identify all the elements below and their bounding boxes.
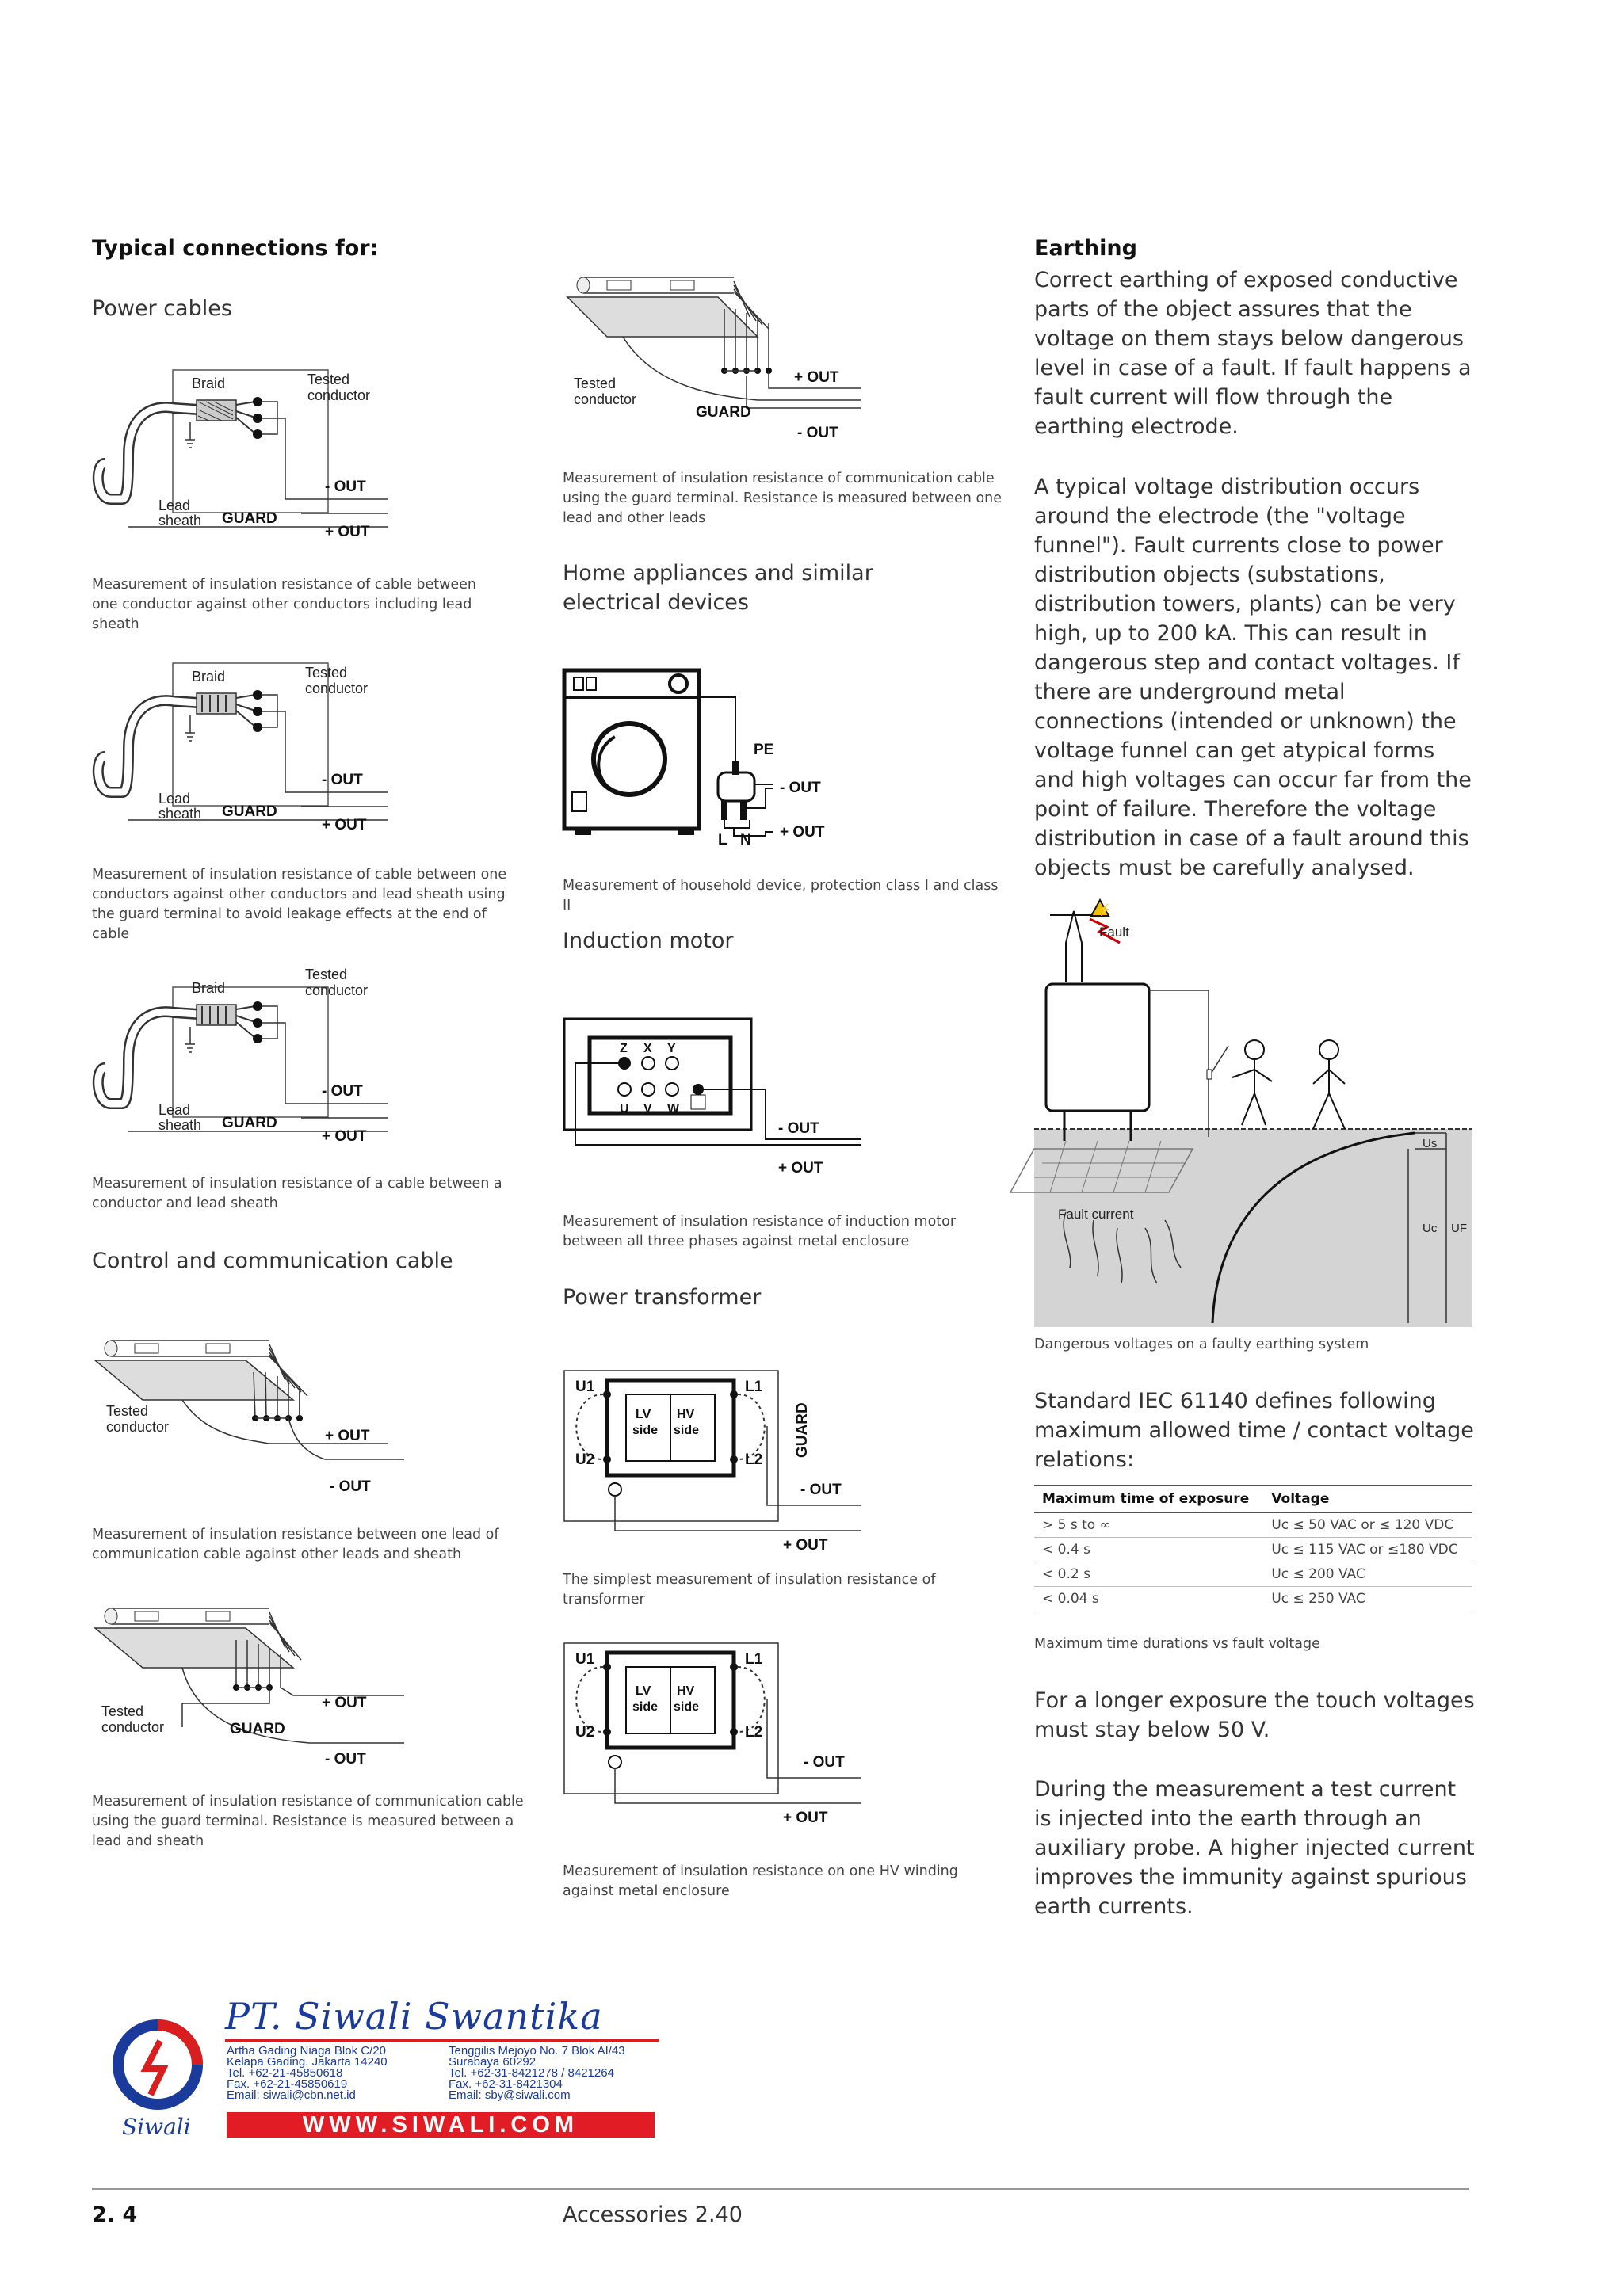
address-line: Email: siwali@cbn.net.id — [227, 2088, 356, 2102]
comm-cable-diagram-2 — [87, 1592, 404, 1783]
plus-out-label: + OUT — [780, 824, 825, 841]
caption-comm-3: Measurement of insulation resistance of communication cable using the guard terminal. Resistance is measured between one lead and other leads — [563, 471, 1002, 526]
caption-motor: Measurement of insulation resistance of induction motor between all three phases against metal enclosure — [563, 1214, 957, 1249]
plus-out-label: + OUT — [322, 1695, 367, 1711]
plus-out-label: + OUT — [325, 524, 370, 540]
earthing-illustration — [1034, 879, 1472, 1327]
company-name: PT. Siwali Swantika — [225, 1995, 603, 2038]
table-cell: Uc ≤ 250 VAC — [1263, 1587, 1472, 1611]
caption-earthing: Dangerous voltages on a faulty earthing system — [1034, 1337, 1369, 1352]
minus-out-label: - OUT — [800, 1482, 842, 1498]
comm-cable-diagram-3 — [559, 261, 861, 444]
tested-label: Tested — [106, 1403, 149, 1419]
minus-out-label: - OUT — [322, 772, 363, 788]
tested-label: Tested — [307, 372, 350, 387]
hv-label: HV — [677, 1684, 695, 1698]
guard-label: GUARD — [222, 803, 277, 820]
siwali-logo-icon — [98, 2001, 217, 2140]
table-header: Maximum time of exposure — [1034, 1486, 1263, 1512]
table-header-row — [1034, 1486, 1472, 1512]
motor-u-label: U — [620, 1102, 629, 1116]
comm-cable-diagram-1 — [87, 1325, 404, 1507]
address-left — [227, 2046, 388, 2101]
u2-label: U2 — [575, 1451, 595, 1468]
address-line: Kelapa Gading, Jakarta 14240 — [227, 2055, 388, 2069]
earthing-heading: Earthing — [1034, 236, 1137, 261]
cable-diagram-2 — [87, 654, 388, 836]
iec-paragraph: Standard IEC 61140 defines following maximum allowed time / contact voltage relations: — [1034, 1389, 1474, 1472]
caption-household: Measurement of household device, protection class I and class II — [563, 878, 999, 913]
lead-label: Lead — [158, 498, 191, 513]
u2-label: U2 — [575, 1724, 595, 1741]
touch-voltage-paragraph: For a longer exposure the touch voltages must stay below 50 V. — [1034, 1688, 1475, 1742]
address-line: Fax. +62-31-8421304 — [449, 2077, 563, 2091]
side-label-hv: side — [674, 1424, 700, 1437]
plus-out-label: + OUT — [322, 817, 367, 833]
cable-diagram-3 — [87, 965, 388, 1147]
braid-label: Braid — [192, 376, 226, 391]
minus-out-label: - OUT — [797, 425, 838, 441]
sheath-label: sheath — [158, 1117, 202, 1133]
l1-label: L1 — [745, 1379, 763, 1395]
address-line: Tel. +62-31-8421278 / 8421264 — [449, 2066, 614, 2080]
table-row — [1034, 1562, 1472, 1587]
transformer-diagram-2 — [559, 1635, 861, 1833]
conductor-label: conductor — [574, 391, 637, 407]
company-stamp — [98, 1995, 658, 2142]
minus-out-label: - OUT — [804, 1754, 845, 1771]
address-line: Artha Gading Niaga Blok C/20 — [227, 2044, 386, 2058]
motor-z-label: Z — [620, 1042, 628, 1055]
table-row — [1034, 1512, 1472, 1538]
n-label: N — [740, 832, 751, 849]
minus-out-label: - OUT — [778, 1120, 819, 1137]
side-label-lv: side — [632, 1700, 659, 1714]
conductor-label: conductor — [307, 387, 371, 403]
table-row — [1034, 1538, 1472, 1562]
conductor-label: conductor — [305, 982, 369, 998]
us-label: Us — [1423, 1137, 1438, 1150]
u1-label: U1 — [575, 1379, 595, 1395]
tested-label: Tested — [305, 665, 348, 681]
home-appliances-heading: Home appliances and similar electrical devices — [563, 561, 873, 615]
plus-out-label: + OUT — [794, 369, 839, 386]
minus-out-label: - OUT — [322, 1083, 363, 1100]
website-banner[interactable]: WWW.SIWALI.COM — [227, 2112, 655, 2138]
motor-x-label: X — [643, 1042, 652, 1055]
caption-cable-2: Measurement of insulation resistance of cable between one conductors against other conductors and lead sheath using the guard terminal to avoid leakage effects at the end of cable — [92, 867, 507, 942]
page-number: 2. 4 — [92, 2203, 138, 2227]
pe-label: PE — [754, 742, 774, 758]
table-cell: Uc ≤ 115 VAC or ≤180 VDC — [1263, 1538, 1472, 1562]
fault-label: Fault — [1099, 925, 1129, 940]
l2-label: L2 — [745, 1451, 763, 1468]
address-line: Tenggilis Mejoyo No. 7 Blok AI/43 — [449, 2044, 625, 2058]
sheath-label: sheath — [158, 513, 202, 528]
power-cables-heading: Power cables — [92, 296, 232, 321]
address-line: Tel. +62-21-45850618 — [227, 2066, 343, 2080]
uc-label: Uc — [1423, 1222, 1438, 1235]
footer-divider — [92, 2188, 1469, 2190]
braid-label: Braid — [192, 669, 226, 685]
caption-comm-1: Measurement of insulation resistance between one lead of communication cable against other leads and sheath — [92, 1527, 499, 1562]
caption-transformer-1: The simplest measurement of insulation resistance of transformer — [563, 1572, 936, 1608]
household-device-diagram — [559, 666, 861, 856]
minus-out-label: - OUT — [780, 780, 821, 796]
guard-label: GUARD — [230, 1721, 285, 1737]
table-row — [1034, 1587, 1472, 1611]
minus-out-label: - OUT — [325, 479, 366, 495]
plus-out-label: + OUT — [325, 1428, 370, 1444]
fault-current-label: Fault current — [1058, 1207, 1134, 1222]
table-caption: Maximum time durations vs fault voltage — [1034, 1636, 1320, 1652]
side-label-hv: side — [674, 1700, 700, 1714]
induction-motor-diagram — [559, 1014, 861, 1188]
tested-label: Tested — [305, 967, 348, 982]
guard-label: GUARD — [222, 510, 277, 527]
section-title: Typical connections for: — [92, 236, 379, 261]
l-label: L — [718, 832, 727, 849]
lv-label: LV — [636, 1684, 651, 1698]
conductor-label: conductor — [305, 681, 369, 696]
lead-label: Lead — [158, 791, 191, 807]
plus-out-label: + OUT — [322, 1128, 367, 1145]
caption-cable-3: Measurement of insulation resistance of a cable between a conductor and lead sheath — [92, 1176, 502, 1211]
address-line: Fax. +62-21-45850619 — [227, 2077, 348, 2091]
table-cell: < 0.4 s — [1034, 1538, 1263, 1562]
address-line: Email: sby@siwali.com — [449, 2088, 571, 2102]
induction-motor-heading: Induction motor — [563, 929, 734, 953]
conductor-label: conductor — [106, 1419, 170, 1435]
motor-v-label: V — [643, 1102, 652, 1116]
guard-label: GUARD — [696, 404, 751, 421]
braid-label: Braid — [192, 980, 226, 996]
lightning-icon: ⚡ — [1098, 903, 1112, 916]
earthing-paragraph-2: A typical voltage distribution occurs around the electrode (the "voltage funnel"). Fault currents close to power distribution objects (substations, distribution towers, plants) can be very high, up to 200 kA. This can result in dangerous step and contact voltages. If there are underground metal connections (intended or unknown) the voltage funnel can get atypical forms and high voltages can occur far from the point of failure. Therefore the voltage distribution in case of a fault around this objects must be carefully analysed. — [1034, 475, 1472, 880]
hv-label: HV — [677, 1408, 695, 1421]
power-transformer-heading: Power transformer — [563, 1285, 762, 1310]
lv-label: LV — [636, 1408, 651, 1421]
table-header: Voltage — [1263, 1486, 1472, 1512]
footer-section: Accessories 2.40 — [563, 2203, 743, 2227]
transformer-diagram-1 — [559, 1363, 861, 1561]
motor-w-label: W — [667, 1102, 680, 1116]
l2-label: L2 — [745, 1724, 763, 1741]
guard-vertical-label: GUARD — [794, 1402, 811, 1458]
table-cell: > 5 s to ∞ — [1034, 1512, 1263, 1538]
table-cell: < 0.2 s — [1034, 1562, 1263, 1587]
exposure-time-table — [1034, 1485, 1472, 1611]
minus-out-label: - OUT — [330, 1478, 371, 1495]
cable-diagram-1 — [87, 360, 388, 543]
control-cable-heading: Control and communication cable — [92, 1249, 453, 1273]
tested-label: Tested — [101, 1703, 144, 1719]
address-line: Surabaya 60292 — [449, 2055, 537, 2069]
logo-word: Siwali — [122, 2114, 191, 2140]
lead-label: Lead — [158, 1102, 191, 1118]
minus-out-label: - OUT — [325, 1751, 366, 1768]
uf-label: UF — [1451, 1222, 1467, 1235]
plus-out-label: + OUT — [783, 1537, 828, 1554]
motor-y-label: Y — [667, 1042, 676, 1055]
side-label-lv: side — [632, 1424, 659, 1437]
table-cell: < 0.04 s — [1034, 1587, 1263, 1611]
conductor-label: conductor — [101, 1719, 165, 1735]
caption-comm-2: Measurement of insulation resistance of communication cable using the guard terminal. Resistance is measured between a lead and sheath — [92, 1794, 524, 1849]
u1-label: U1 — [575, 1651, 595, 1668]
plus-out-label: + OUT — [783, 1810, 828, 1826]
tested-label: Tested — [574, 376, 617, 391]
earthing-paragraph-1: Correct earthing of exposed conductive parts of the object assures that the voltage on them stays below dangerous level in case of a fault. If fault happens a fault current will flow through the earthing electrode. — [1034, 268, 1472, 439]
table-cell: Uc ≤ 200 VAC — [1263, 1562, 1472, 1587]
sheath-label: sheath — [158, 806, 202, 822]
guard-label: GUARD — [222, 1115, 277, 1131]
l1-label: L1 — [745, 1651, 763, 1668]
table-cell: Uc ≤ 50 VAC or ≤ 120 VDC — [1263, 1512, 1472, 1538]
caption-cable-1: Measurement of insulation resistance of cable between one conductor against other conductors including lead sheath — [92, 577, 477, 632]
caption-transformer-2: Measurement of insulation resistance on one HV winding against metal enclosure — [563, 1863, 958, 1899]
measurement-paragraph: During the measurement a test current is injected into the earth through an auxiliary probe. A higher injected current improves the immunity against spurious earth currents. — [1034, 1777, 1475, 1919]
plus-out-label: + OUT — [778, 1160, 823, 1177]
address-right — [449, 2046, 625, 2101]
